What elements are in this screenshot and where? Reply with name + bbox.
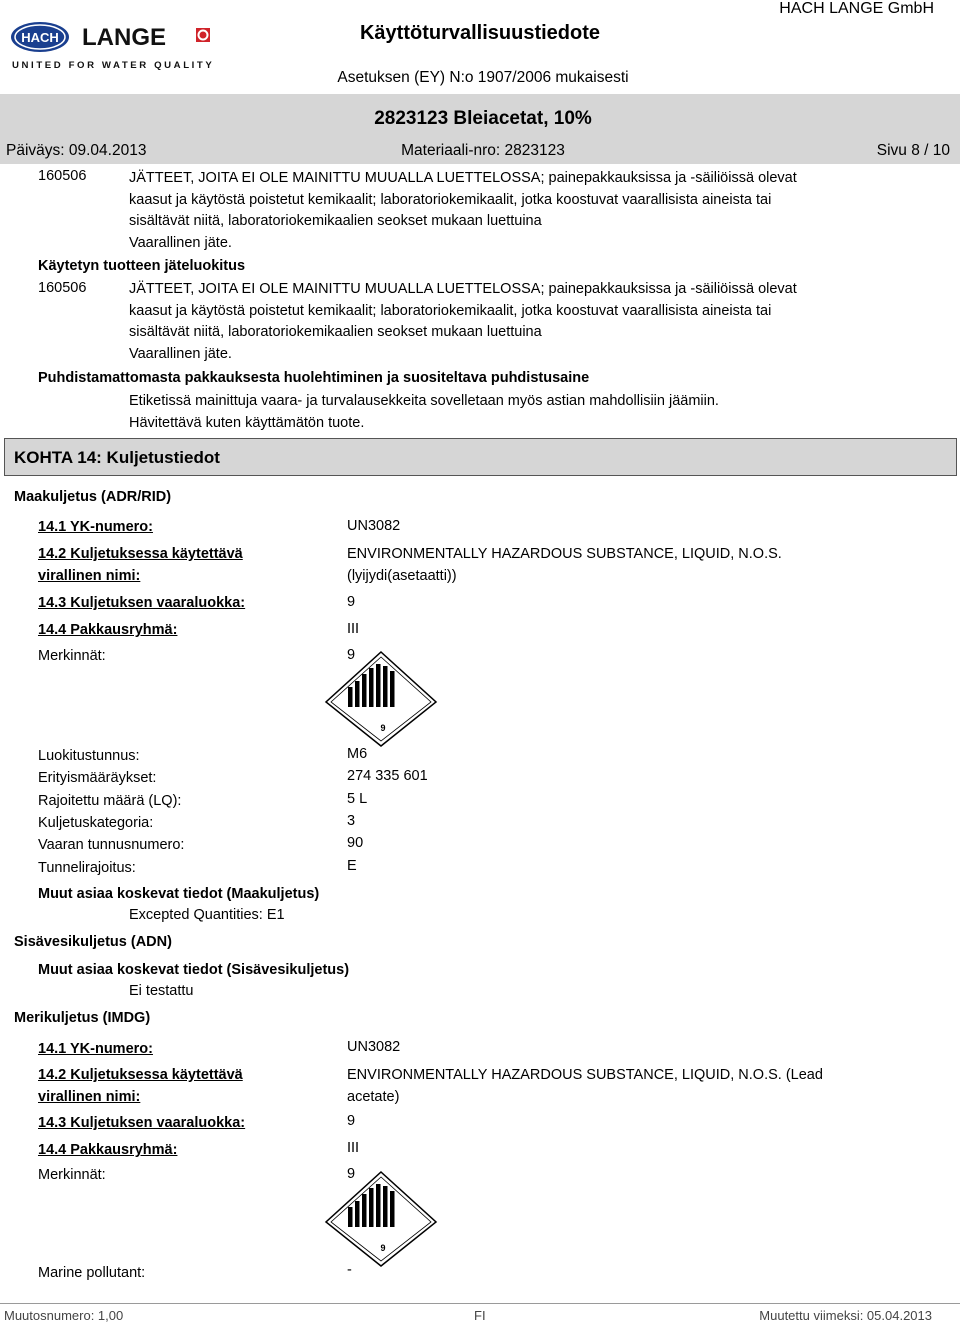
placard-number: 9 bbox=[380, 1243, 386, 1253]
un-number-label: 14.1 YK-numero: bbox=[38, 1041, 153, 1057]
transport-category-value: 3 bbox=[347, 813, 356, 829]
regulation-reference: Asetuksen (EY) N:o 1907/2006 mukaisesti bbox=[337, 69, 629, 86]
waste-code: 160506 bbox=[38, 280, 87, 296]
shipping-name-value: acetate) bbox=[347, 1089, 400, 1105]
transport-category-label: Kuljetuskategoria: bbox=[38, 815, 154, 831]
imdg-heading: Merikuljetus (IMDG) bbox=[14, 1010, 151, 1026]
adr-other-value: Excepted Quantities: E1 bbox=[129, 907, 285, 923]
classification-code-value: M6 bbox=[347, 746, 368, 762]
marks-value: 9 bbox=[347, 1166, 356, 1182]
marine-pollutant-value: - bbox=[347, 1262, 352, 1278]
waste-line: JÄTTEET, JOITA EI OLE MAINITTU MUUALLA LUETTELOSSA; painepakkauksissa ja -säiliöissä olevat bbox=[129, 281, 797, 297]
hazard-class-label: 14.3 Kuljetuksen vaaraluokka: bbox=[38, 1115, 246, 1131]
placard-number: 9 bbox=[380, 723, 386, 733]
page-number: Sivu 8 / 10 bbox=[876, 142, 950, 159]
waste-description bbox=[129, 279, 849, 365]
class9-hazard-diamond-icon bbox=[322, 1170, 440, 1268]
waste-line: Vaarallinen jäte. bbox=[129, 345, 232, 362]
class9-hazard-diamond-icon bbox=[322, 650, 440, 748]
marks-value: 9 bbox=[347, 647, 356, 663]
special-provisions-label: Erityismääräykset: bbox=[38, 770, 157, 786]
shipping-name-label: virallinen nimi: bbox=[38, 568, 141, 584]
packaging-heading: Puhdistamattomasta pakkauksesta huolehtiminen ja suositeltava puhdistusaine bbox=[38, 370, 590, 386]
hazard-class-value: 9 bbox=[347, 1113, 356, 1129]
packing-group-value: III bbox=[347, 621, 360, 637]
logo-lange-text: LANGE bbox=[82, 24, 166, 51]
adr-other-heading: Muut asiaa koskevat tiedot (Maakuljetus) bbox=[38, 886, 320, 902]
limited-quantity-label: Rajoitettu määrä (LQ): bbox=[38, 793, 182, 809]
marine-pollutant-label: Marine pollutant: bbox=[38, 1265, 146, 1281]
product-name: 2823123 Bleiacetat, 10% bbox=[374, 108, 592, 129]
last-modified: Muutettu viimeksi: 05.04.2013 bbox=[759, 1308, 932, 1323]
marks-label: Merkinnät: bbox=[38, 648, 106, 664]
logo-hach-text: HACH bbox=[21, 30, 59, 45]
revision-number: Muutosnumero: 1,00 bbox=[4, 1308, 124, 1323]
adr-heading: Maakuljetus (ADR/RID) bbox=[14, 489, 172, 505]
used-product-heading: Käytetyn tuotteen jäteluokitus bbox=[38, 258, 246, 274]
logo-tagline: UNITED FOR WATER QUALITY bbox=[12, 60, 215, 71]
un-number-value: UN3082 bbox=[347, 518, 401, 534]
adn-other-heading: Muut asiaa koskevat tiedot (Sisävesikuljetus) bbox=[38, 962, 350, 978]
tunnel-restriction-label: Tunnelirajoitus: bbox=[38, 860, 136, 876]
adn-other-value: Ei testattu bbox=[129, 983, 194, 999]
limited-quantity-value: 5 L bbox=[347, 791, 368, 807]
shipping-name-label: virallinen nimi: bbox=[38, 1089, 141, 1105]
adn-heading: Sisävesikuljetus (ADN) bbox=[14, 934, 172, 950]
packing-group-label: 14.4 Pakkausryhmä: bbox=[38, 1142, 178, 1158]
waste-line: kaasut ja käytöstä poistetut kemikaalit; laboratoriokemikaalit, jotka koostuvat vaarallisista aineista tai bbox=[129, 302, 772, 319]
waste-line: sisältävät niitä, laboratoriokemikaalien seokset mukaan luettuina bbox=[129, 213, 542, 229]
material-number: Materiaali-nro: 2823123 bbox=[401, 142, 565, 159]
un-number-value: UN3082 bbox=[347, 1039, 401, 1055]
special-provisions-value: 274 335 601 bbox=[347, 768, 428, 784]
shipping-name-label: 14.2 Kuljetuksessa käytettävä bbox=[38, 546, 243, 562]
hazard-class-label: 14.3 Kuljetuksen vaaraluokka: bbox=[38, 595, 246, 611]
un-number-label: 14.1 YK-numero: bbox=[38, 519, 153, 535]
waste-line: sisältävät niitä, laboratoriokemikaalien seokset mukaan luettuina bbox=[129, 324, 542, 340]
waste-line: kaasut ja käytöstä poistetut kemikaalit; laboratoriokemikaalit, jotka koostuvat vaarallisista aineista tai bbox=[129, 191, 772, 208]
waste-code: 160506 bbox=[38, 168, 87, 184]
waste-line: JÄTTEET, JOITA EI OLE MAINITTU MUUALLA LUETTELOSSA; painepakkauksissa ja -säiliöissä olevat bbox=[129, 170, 797, 186]
language-code: FI bbox=[474, 1308, 486, 1323]
packing-group-label: 14.4 Pakkausryhmä: bbox=[38, 622, 178, 638]
shipping-name-value: ENVIRONMENTALLY HAZARDOUS SUBSTANCE, LIQUID, N.O.S. (Lead bbox=[347, 1067, 823, 1083]
issue-date: Päiväys: 09.04.2013 bbox=[6, 142, 147, 159]
waste-description bbox=[129, 168, 849, 254]
hazard-class-value: 9 bbox=[347, 594, 356, 610]
footer-divider bbox=[0, 1303, 960, 1304]
company-name: HACH LANGE GmbH bbox=[779, 0, 934, 17]
shipping-name-label: 14.2 Kuljetuksessa käytettävä bbox=[38, 1067, 243, 1083]
packaging-line: Etiketissä mainittuja vaara- ja turvalausekkeita sovelletaan myös astian mahdollisiin jäämiin. bbox=[129, 393, 719, 409]
document-title: Käyttöturvallisuustiedote bbox=[359, 22, 601, 44]
classification-code-label: Luokitustunnus: bbox=[38, 748, 140, 764]
hazard-id-label: Vaaran tunnusnumero: bbox=[38, 837, 185, 853]
section-title: KOHTA 14: Kuljetustiedot bbox=[14, 448, 220, 467]
packaging-line: Hävitettävä kuten käyttämätön tuote. bbox=[129, 414, 365, 431]
packaging-text bbox=[129, 391, 849, 434]
waste-line: Vaarallinen jäte. bbox=[129, 234, 232, 251]
hazard-id-value: 90 bbox=[347, 835, 364, 851]
packing-group-value: III bbox=[347, 1140, 360, 1156]
shipping-name-value: (lyijydi(asetaatti)) bbox=[347, 568, 457, 584]
shipping-name-value: ENVIRONMENTALLY HAZARDOUS SUBSTANCE, LIQUID, N.O.S. bbox=[347, 546, 782, 562]
marks-label: Merkinnät: bbox=[38, 1167, 106, 1183]
tunnel-restriction-value: E bbox=[347, 858, 357, 874]
